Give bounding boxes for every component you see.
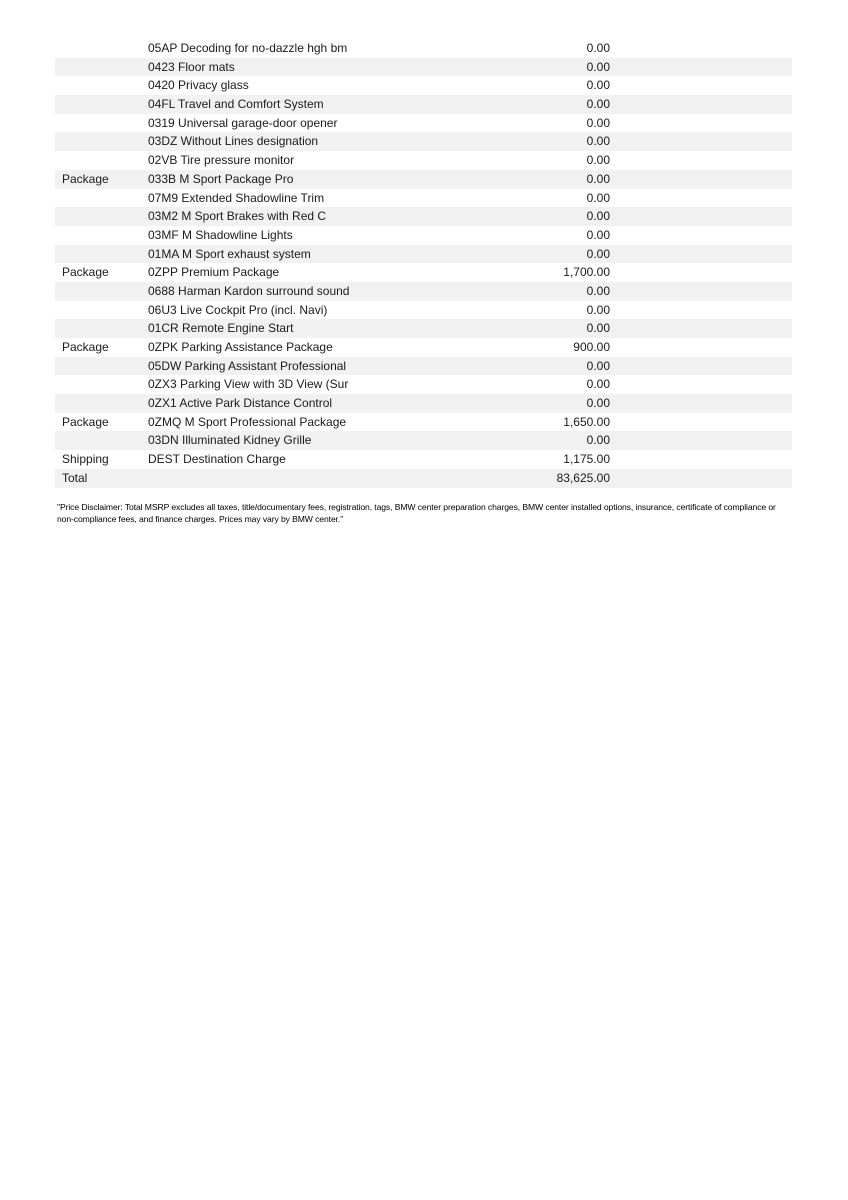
category-cell [55, 245, 148, 264]
price-disclaimer: "Price Disclaimer: Total MSRP excludes all taxes, title/documentary fees, registration, tags, BMW center preparation charges, BMW center installed options, insurance, certificate of compliance or non-compliance fees, and finance charges. Prices may vary by BMW center." [57, 502, 776, 524]
category-cell [55, 189, 148, 208]
table-row [55, 263, 792, 282]
category-cell [55, 114, 148, 133]
price-cell: 0.00 [586, 283, 610, 298]
row-spacer [610, 39, 792, 58]
table-row [55, 282, 792, 301]
category-cell [55, 394, 148, 413]
category-cell [55, 132, 148, 151]
item-cell: 05AP Decoding for no-dazzle hgh bm [148, 41, 348, 55]
price-cell: 0.00 [586, 153, 610, 168]
category-cell: Package [62, 414, 109, 429]
price-cell: 0.00 [586, 134, 610, 149]
price-cell: 0.00 [586, 59, 610, 74]
price-cell: 0.00 [586, 115, 610, 130]
item-cell: 04FL Travel and Comfort System [148, 97, 324, 112]
category-cell [55, 226, 148, 245]
table-row [55, 413, 792, 432]
row-spacer [610, 226, 792, 245]
price-cell: 1,175.00 [563, 452, 610, 467]
table-row [55, 431, 792, 450]
row-spacer [610, 431, 792, 450]
item-cell: 03DN Illuminated Kidney Grille [148, 433, 312, 448]
item-cell: 03DZ Without Lines designation [148, 134, 319, 149]
table-row [55, 226, 792, 245]
table-row [55, 207, 792, 226]
category-cell [55, 39, 148, 58]
row-spacer [610, 413, 792, 432]
item-cell: 03M2 M Sport Brakes with Red C [148, 209, 327, 224]
row-spacer [610, 114, 792, 133]
price-cell: 0.00 [586, 433, 610, 448]
row-spacer [610, 263, 792, 282]
item-cell: 01CR Remote Engine Start [148, 321, 294, 336]
price-cell: 0.00 [586, 190, 610, 205]
item-cell: 0ZMQ M Sport Professional Package [148, 414, 347, 429]
row-spacer [610, 301, 792, 320]
row-spacer [610, 450, 792, 469]
item-cell: 01MA M Sport exhaust system [148, 246, 311, 261]
category-cell: Package [62, 340, 109, 354]
row-spacer [610, 357, 792, 376]
row-spacer [610, 207, 792, 226]
table-row [55, 301, 792, 320]
category-cell [55, 58, 148, 77]
category-cell [55, 375, 148, 394]
item-cell: DEST Destination Charge [148, 452, 286, 467]
price-cell: 900.00 [573, 340, 610, 354]
price-cell: 0.00 [586, 227, 610, 242]
category-cell [55, 207, 148, 226]
item-cell: 0ZPP Premium Package [148, 265, 280, 280]
price-cell: 0.00 [586, 97, 610, 112]
row-spacer [610, 95, 792, 114]
category-cell: Package [62, 171, 109, 186]
price-cell: 0.00 [586, 321, 610, 336]
table-row [55, 39, 792, 58]
table-row [55, 469, 792, 488]
row-spacer [610, 151, 792, 170]
table-row [55, 95, 792, 114]
table-row [55, 375, 792, 394]
item-cell: 0423 Floor mats [148, 59, 235, 74]
table-row [55, 170, 792, 189]
table-row [55, 76, 792, 95]
item-cell: 06U3 Live Cockpit Pro (incl. Navi) [148, 302, 328, 317]
row-spacer [610, 319, 792, 338]
table-row [55, 338, 792, 357]
category-cell: Shipping [62, 452, 109, 467]
table-row [55, 450, 792, 469]
row-spacer [610, 394, 792, 413]
item-cell: 07M9 Extended Shadowline Trim [148, 190, 325, 205]
table-row [55, 394, 792, 413]
category-cell [55, 431, 148, 450]
price-cell: 0.00 [586, 246, 610, 261]
row-spacer [610, 338, 792, 357]
price-cell: 1,700.00 [563, 265, 610, 280]
price-cell: 0.00 [586, 209, 610, 224]
item-cell: 033B M Sport Package Pro [148, 171, 294, 186]
category-cell [55, 282, 148, 301]
table-row [55, 58, 792, 77]
row-spacer [610, 245, 792, 264]
row-spacer [610, 76, 792, 95]
table-row [55, 245, 792, 264]
table-row [55, 132, 792, 151]
table-row [55, 151, 792, 170]
item-cell: 03MF M Shadowline Lights [148, 227, 293, 242]
row-spacer [610, 282, 792, 301]
category-cell [55, 95, 148, 114]
price-cell: 0.00 [586, 302, 610, 317]
row-spacer [610, 189, 792, 208]
item-cell: 0ZX3 Parking View with 3D View (Sur [148, 377, 349, 392]
item-cell: 0319 Universal garage-door opener [148, 115, 338, 130]
category-cell: Total [62, 470, 88, 485]
price-cell: 0.00 [586, 377, 610, 392]
item-cell [148, 469, 510, 488]
table-row [55, 114, 792, 133]
category-cell [55, 357, 148, 376]
item-cell: 0420 Privacy glass [148, 78, 249, 93]
table-row [55, 357, 792, 376]
row-spacer [610, 58, 792, 77]
price-cell: 0.00 [586, 41, 610, 55]
item-cell: 02VB Tire pressure monitor [148, 153, 295, 168]
vehicle-options-table [55, 39, 792, 488]
category-cell [55, 301, 148, 320]
price-cell: 0.00 [586, 396, 610, 411]
price-cell: 0.00 [586, 358, 610, 373]
row-spacer [610, 132, 792, 151]
table-row [55, 189, 792, 208]
item-cell: 0ZPK Parking Assistance Package [148, 340, 333, 354]
category-cell [55, 76, 148, 95]
category-cell: Package [62, 265, 109, 280]
table-row [55, 319, 792, 338]
item-cell: 05DW Parking Assistant Professional [148, 358, 347, 373]
row-spacer [610, 170, 792, 189]
row-spacer [610, 375, 792, 394]
price-cell: 0.00 [586, 171, 610, 186]
item-cell: 0688 Harman Kardon surround sound [148, 283, 350, 298]
item-cell: 0ZX1 Active Park Distance Control [148, 396, 333, 411]
price-cell: 1,650.00 [563, 414, 610, 429]
row-spacer [610, 469, 792, 488]
price-cell: 0.00 [586, 78, 610, 93]
category-cell [55, 319, 148, 338]
category-cell [55, 151, 148, 170]
price-cell: 83,625.00 [556, 470, 610, 485]
